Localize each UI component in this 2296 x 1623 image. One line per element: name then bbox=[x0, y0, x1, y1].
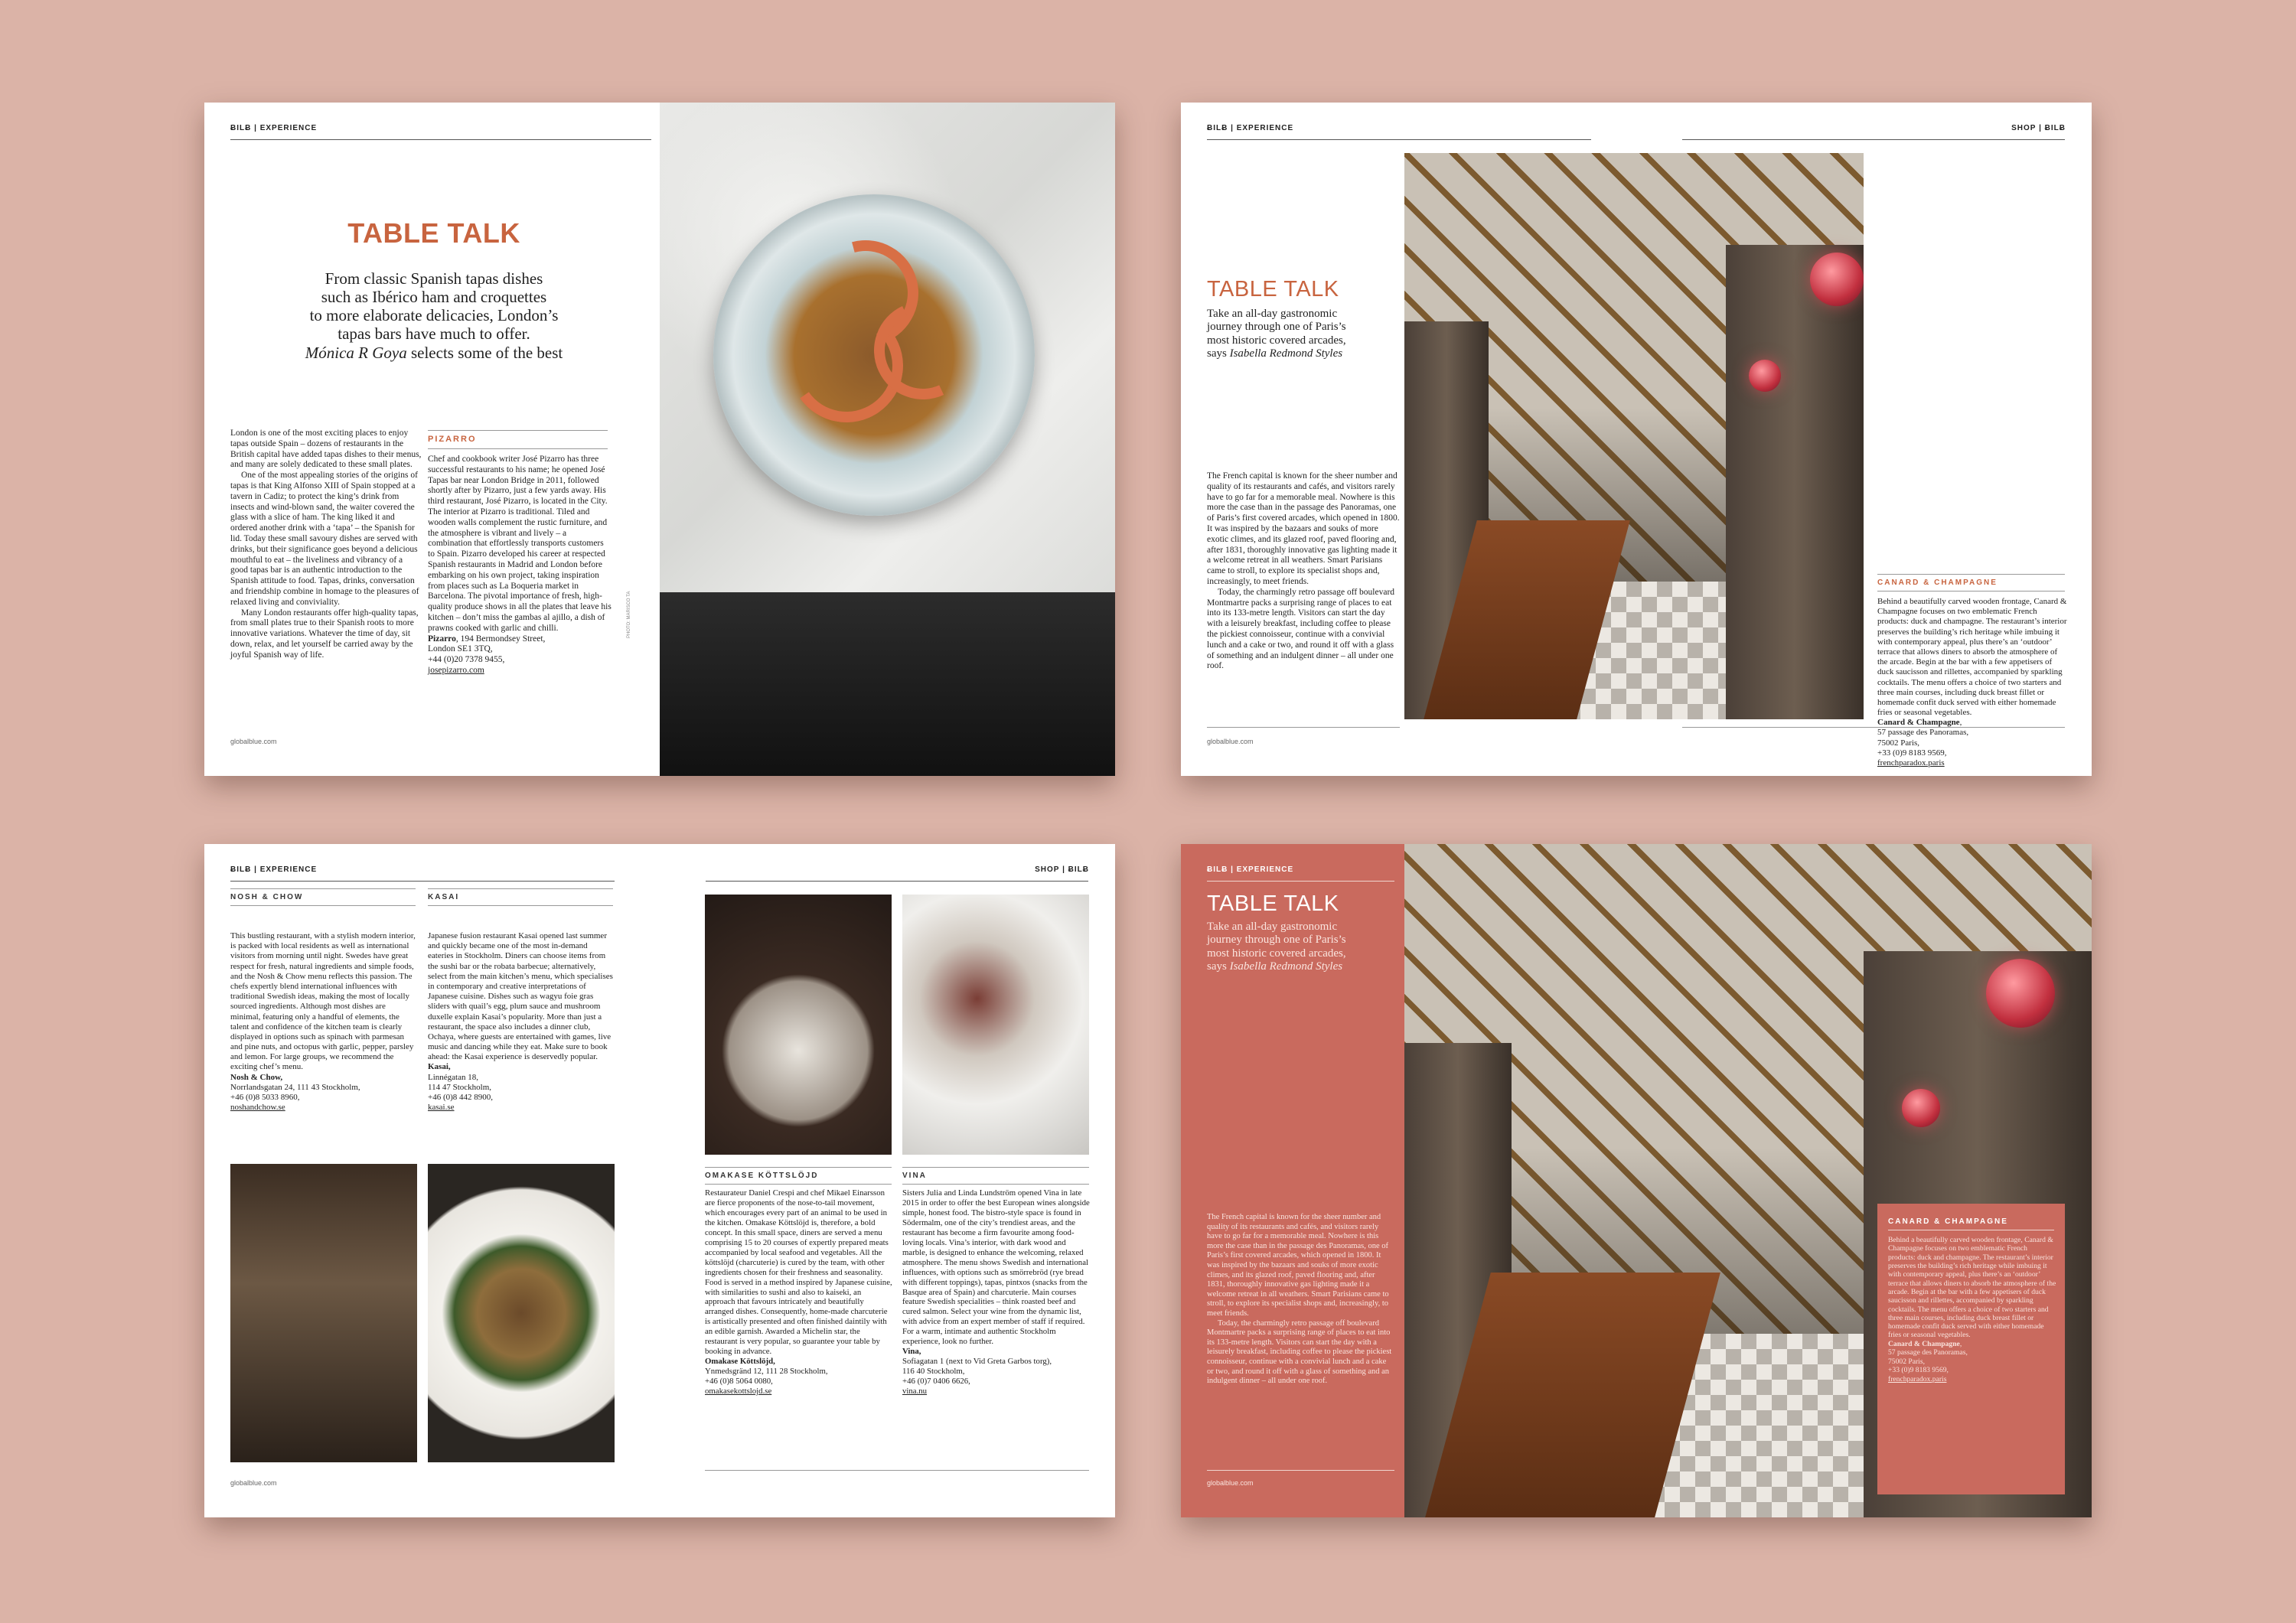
paragraph: Many London restaurants offer high-quality tapas, from small plates true to their Spanish roots to more innovative variations. Whatever the time of day, sit down, relax, and let yourself be carried away by the joyful Spanish way of life. bbox=[230, 608, 419, 660]
address-line: 75002 Paris, bbox=[1888, 1357, 1925, 1366]
byline-author: Isabella Redmond Styles bbox=[1229, 960, 1343, 973]
article-title: TABLE TALK bbox=[347, 217, 520, 249]
dek-line: Take an all-day gastronomic bbox=[1207, 308, 1338, 320]
paragraph: The French capital is known for the sheer number and quality of its restaurants and cafés, and visitors rarely have to go far for a memorable meal. Nowhere is this more the case than in the passage des Panoramas, one of Paris’s first covered arcades, which opened in 1800. It was inspired by the bazaars and souks of more exotic climes, and its glazed roof, paved flooring and, after 1831, thoroughly innovative gas lighting made it a welcome retreat in all weathers. Smart Parisians came to stroll, to explore its specialist shops and, increasingly, to meet friends. bbox=[1207, 471, 1400, 586]
header-rule bbox=[1682, 139, 2065, 140]
magazine-logo: ɃILɃ bbox=[2044, 124, 2066, 132]
header-rule bbox=[230, 139, 651, 140]
magazine-logo: ɃILɃ bbox=[230, 124, 252, 132]
section-heading: NOSH & CHOW bbox=[230, 893, 304, 901]
wall-image bbox=[1726, 245, 1864, 719]
byline bbox=[1207, 960, 1398, 973]
sidebar-panel bbox=[1877, 1204, 2065, 1494]
page-header: ɃILɃ | EXPERIENCE bbox=[1207, 124, 1294, 132]
venue-phone: +33 (0)9 8183 9569, bbox=[1888, 1366, 1949, 1375]
page-header-right: SHOP | ɃILɃ bbox=[1035, 865, 1089, 874]
header-rule bbox=[1207, 881, 1394, 882]
section-heading: PIZARRO bbox=[428, 435, 477, 444]
header-rule bbox=[230, 881, 615, 882]
section-rule bbox=[705, 1184, 892, 1185]
venue-name: Canard & Champagne bbox=[1888, 1339, 1960, 1348]
paragraph: One of the most appealing stories of the origins of tapas is that King Alfonso XIII of Spain stopped at a tavern in Cadiz; to protect the king’s drink from insects and wind-blown sand, the waiter covered the glass with a slice of ham. The king liked it and ordered another drink with a ‘tapa’ – the Spanish for lid. Today these small savoury dishes are served with drinks, but their significance goes beyond a delicious mouthful to eat – the liveliness and vibrancy of a good tapas bar is an authentic introduction to the Spanish attitude to food. Tapas, drinks, conversation and friendship combine in homage to the pleasures of relaxed living and conviviality. bbox=[230, 471, 419, 607]
byline-author: Isabella Redmond Styles bbox=[1229, 347, 1343, 360]
magazine-logo: ɃILɃ bbox=[1207, 124, 1228, 132]
dek-line: most historic covered arcades, bbox=[1207, 947, 1346, 960]
body-column bbox=[705, 1188, 893, 1396]
page-header: ɃILɃ | EXPERIENCE bbox=[230, 865, 318, 874]
dek-line: to more elaborate delicacies, London’s bbox=[309, 306, 559, 325]
address-line: Linnégatan 18, bbox=[428, 1072, 478, 1082]
body-column-1 bbox=[1207, 1213, 1394, 1387]
address-line: Norrlandsgatan 24, 111 43 Stockholm, bbox=[230, 1082, 360, 1092]
magazine-logo: ɃILɃ bbox=[230, 865, 252, 874]
paragraph: Today, the charmingly retro passage off boulevard Montmartre packs a surprising range of places to eat into its 133-metre length. Visitors can start the day with a leisurely breakfast, including coffee to please the pickiest connoisseur, continue with a convivial lunch and a cake or two, and round it off with a glass of something and an indulgent dinner – all under one roof. bbox=[1207, 1318, 1392, 1386]
address-line: , 194 Bermondsey Street, bbox=[455, 634, 546, 644]
paragraph: Sisters Julia and Linda Lundström opened Vina in late 2015 in order to offer the best European wines alongside simple, honest food. The bistro-style space is found in Södermalm, one of the city’s trendiest areas, and the restaurant has become a firm favourite among food-loving locals. Vina’s interior, with dark wood and marble, is designed to enhance the welcoming, relaxed atmosphere. The menu shows Swedish and international influences, with options such as smörrebröd (rye bread with different toppings), tapas, pintxos (snacks from the Basque area of Spain) and charcuterie. Main courses feature Swedish specialities – think roasted beef and cured salmon. Select your wine from the dynamic list, with advice from an expert member of staff if required. For a warm, intimate and authentic Stockholm experience, look no further. bbox=[902, 1188, 1090, 1347]
footer-url: globalblue.com bbox=[1207, 1479, 1254, 1487]
venue-phone: +46 (0)8 5033 8960, bbox=[230, 1093, 300, 1102]
venue-link[interactable]: omakasekottslojd.se bbox=[705, 1387, 772, 1396]
article-dek bbox=[1207, 921, 1398, 973]
byline-prefix: says bbox=[1207, 347, 1230, 360]
paragraph: Behind a beautifully carved wooden frontage, Canard & Champagne focuses on two emblematic French products: duck and champagne. The restaurant’s interior preserves the building’s rich heritage while imbuing it with contemporary appeal, plus there’s an ‘outdoor’ terrace that allows diners to absorb the atmosphere of the arcade. Begin at the bar with a few appetisers of duck saucisson and rillettes, accompanied by sparkling cocktails. The menu offers a choice of two starters and three main courses, including duck breast fillet or homemade confit duck served with either homemade fries or seasonal vegetables. bbox=[1877, 597, 2067, 718]
venue-address bbox=[230, 1073, 417, 1113]
venue-phone: +46 (0)8 5064 0080, bbox=[705, 1377, 773, 1387]
body-column-2 bbox=[428, 455, 612, 676]
venue-link[interactable]: frenchparadox.paris bbox=[1877, 758, 1945, 768]
byline-author: Mónica R Goya bbox=[305, 343, 407, 362]
section-heading: OMAKASE KÖTTSLÖJD bbox=[705, 1172, 819, 1180]
address-line: 116 40 Stockholm, bbox=[902, 1367, 965, 1377]
section-label: EXPERIENCE bbox=[1236, 124, 1294, 132]
venue-phone: +46 (0)8 442 8900, bbox=[428, 1093, 494, 1102]
section-rule bbox=[428, 448, 608, 449]
venue-link[interactable]: josepizarro.com bbox=[428, 665, 484, 675]
header-rule bbox=[706, 881, 1088, 882]
byline-rest: selects some of the best bbox=[406, 343, 563, 362]
dek-line: Take an all-day gastronomic bbox=[1207, 921, 1338, 933]
venue-link[interactable]: frenchparadox.paris bbox=[1888, 1374, 1947, 1383]
footer-rule bbox=[1207, 1470, 1394, 1471]
page-header: ɃILɃ | EXPERIENCE bbox=[1207, 865, 1294, 874]
section-rule bbox=[230, 905, 416, 906]
magazine-logo: ɃILɃ bbox=[1068, 865, 1089, 874]
body-column bbox=[902, 1188, 1091, 1396]
venue-phone: +44 (0)20 7378 9455, bbox=[428, 655, 505, 665]
pendant-lamp-image bbox=[1810, 253, 1864, 306]
article-dek bbox=[204, 269, 664, 362]
venue-name: Nosh & Chow, bbox=[230, 1072, 283, 1082]
section-rule bbox=[705, 1167, 892, 1168]
omakase-dish-photo bbox=[705, 895, 892, 1155]
tapas-dish-photo bbox=[660, 103, 1115, 776]
section-rule bbox=[902, 1167, 1089, 1168]
venue-name: Pizarro bbox=[428, 634, 456, 644]
body-column-1 bbox=[1207, 471, 1400, 672]
dek-line: such as Ibérico ham and croquettes bbox=[321, 288, 547, 307]
vina-dish-photo bbox=[902, 895, 1089, 1155]
section-heading: CANARD & CHAMPAGNE bbox=[1877, 578, 1998, 587]
section-label-right: SHOP bbox=[2011, 124, 2037, 132]
chair-image bbox=[660, 592, 1115, 776]
venue-address bbox=[902, 1347, 1091, 1396]
pendant-lamp-image bbox=[1749, 360, 1781, 392]
venue-phone: +46 (0)7 0406 6626, bbox=[902, 1377, 970, 1387]
section-rule bbox=[428, 905, 613, 906]
venue-address bbox=[705, 1357, 893, 1396]
address-line: Sofiagatan 1 (next to Vid Greta Garbos torg), bbox=[902, 1357, 1052, 1367]
photo-credit: PHOTO: MARISCO TA bbox=[627, 591, 631, 638]
paragraph: Behind a beautifully carved wooden frontage, Canard & Champagne focuses on two emblematic French products: duck and champagne. The restaurant’s interior preserves the building’s rich heritage while imbuing it with contemporary appeal, plus there’s an ‘outdoor’ terrace that allows diners to absorb the atmosphere of the arcade. Begin at the bar with a few appetisers of duck saucisson and rillettes, accompanied by sparkling cocktails. The menu offers a choice of two starters and three main courses, including duck breast fillet or homemade confit duck served with either homemade fries or seasonal vegetables. bbox=[1888, 1236, 2056, 1340]
address-line: Ynmedsgränd 12, 111 28 Stockholm, bbox=[705, 1367, 828, 1377]
section-rule bbox=[230, 888, 416, 889]
spread-table-talk-paris-pink bbox=[1181, 844, 2092, 1517]
magazine-logo: ɃILɃ bbox=[1207, 865, 1228, 874]
body-column bbox=[230, 931, 417, 1113]
footer-url: globalblue.com bbox=[1207, 738, 1254, 745]
paragraph: The French capital is known for the sheer number and quality of its restaurants and cafés, and visitors rarely have to go far for a memorable meal. Nowhere is this more the case than in the passage des Panoramas, one of Paris’s first covered arcades, which opened in 1800. It was inspired by the bazaars and souks of more exotic climes, and its glazed roof, paved flooring and, after 1831, thoroughly innovative gas lighting made it a welcome retreat in all weathers. Smart Parisians came to stroll, to explore its specialist shops and, increasingly, to meet friends. bbox=[1207, 1213, 1389, 1318]
paragraph: Chef and cookbook writer José Pizarro has three successful restaurants to his name; he opened José Tapas bar near London Bridge in 2011, followed shortly after by Pizarro, just a few yards away. His third restaurant, José Pizarro, is located in the City. The interior at Pizarro is traditional. Tiled and wooden walls complement the rustic furniture, and the atmosphere is vibrant and lively – a combination that effortlessly transports customers to Spain. Pizarro developed his career at respected Spanish restaurants in Madrid and London before embarking on his own project, taking inspiration from places such as La Boqueria market in Barcelona. The pivotal importance of fresh, high-quality produce shows in all the plates that leave his kitchen – don’t miss the gambas al ajillo, a dish of prawns cooked with garlic and chilli. bbox=[428, 455, 612, 633]
article-dek bbox=[1207, 308, 1406, 360]
address-line: London SE1 3TQ, bbox=[428, 644, 493, 654]
venue-address: Canard & Champagne, 57 passage des Panoramas, 75002 Paris, +33 (0)9 8183 9569, frenchparadox.paris bbox=[1888, 1339, 1968, 1383]
section-label: EXPERIENCE bbox=[1236, 865, 1294, 874]
section-heading: KASAI bbox=[428, 893, 460, 901]
section-label-right: SHOP bbox=[1035, 865, 1060, 874]
spread-stockholm-restaurants bbox=[204, 844, 1115, 1517]
venue-address bbox=[428, 1062, 615, 1113]
venue-address bbox=[428, 634, 612, 676]
footer-rule bbox=[1682, 727, 2065, 728]
dek-line: journey through one of Paris’s bbox=[1207, 934, 1346, 947]
spread-table-talk-paris bbox=[1181, 103, 2092, 776]
footer-url: globalblue.com bbox=[230, 1479, 277, 1487]
dek-line: From classic Spanish tapas dishes bbox=[325, 269, 543, 288]
body-column bbox=[428, 931, 615, 1113]
pendant-lamp-image bbox=[1902, 1089, 1940, 1127]
nosh-and-chow-interior-photo bbox=[230, 1164, 417, 1462]
footer-url: globalblue.com bbox=[230, 738, 277, 745]
paragraph: This bustling restaurant, with a stylish modern interior, is packed with local residents as well as international visitors from morning until night. Swedes have great respect for fresh, natural ingredients and simple foods, and the Nosh & Chow menu reflects this passion. The chefs expertly blend international influences with traditional Swedish ideas, making the most of locally sourced ingredients. Although most dishes are minimal, featuring only a handful of elements, the talent and confidence of the kitchen team is clearly displayed in options such as spinach with parmesan and pine nuts, and octopus with garlic, pepper, parsley and lemon. For large groups, we recommend the exciting chef’s menu. bbox=[230, 931, 416, 1072]
byline-prefix: says bbox=[1207, 960, 1230, 973]
kasai-dish-photo bbox=[428, 1164, 615, 1462]
dek-line: most historic covered arcades, bbox=[1207, 334, 1346, 347]
arcade-restaurant-photo bbox=[1404, 153, 1864, 719]
section-rule bbox=[1877, 574, 2065, 575]
section-rule bbox=[428, 888, 613, 889]
paragraph: Restaurateur Daniel Crespi and chef Mikael Einarsson are fierce proponents of the nose-to-tail movement, which encourages every part of an animal to be used in the kitchen. Omakase Köttslöjd is, therefore, a bold concept. In this small space, diners are served a menu comprising 15 to 20 courses of expertly prepared meats accompanied by local seafood and vegetables. All the köttslöjd (charcuterie) is cured by the team, with other ingredients chosen for their freshness and seasonality. Food is served in a method inspired by Japanese cuisine, with similarities to sushi and also to kaiseki, an approach that favours intricately and beautifully arranged dishes. Consequently, home-made charcuterie is artistically presented and often finished daintily with an edible garnish. Awarded a Michelin star, the restaurant is very popular, so guarantee your table by booking in advance. bbox=[705, 1188, 892, 1357]
address-line: 114 47 Stockholm, bbox=[428, 1082, 492, 1092]
venue-name: Kasai, bbox=[428, 1062, 451, 1072]
body-column-1 bbox=[230, 429, 422, 661]
paragraph: London is one of the most exciting places to enjoy tapas outside Spain – dozens of restaurants in the British capital have added tapas dishes to their menus, and many are solely dedicated to these small plates. bbox=[230, 429, 422, 470]
pendant-lamp-image bbox=[1986, 959, 2055, 1028]
venue-link[interactable]: kasai.se bbox=[428, 1103, 455, 1113]
page-header: ɃILɃ | EXPERIENCE bbox=[230, 124, 318, 132]
body-column-2 bbox=[1877, 597, 2067, 768]
venue-name: Omakase Köttslöjd, bbox=[705, 1357, 775, 1367]
section-heading: CANARD & CHAMPAGNE bbox=[1888, 1217, 2008, 1226]
venue-link[interactable]: noshandchow.se bbox=[230, 1103, 285, 1113]
footer-rule bbox=[1207, 727, 1400, 728]
spread-table-talk-london bbox=[204, 103, 1115, 776]
section-rule bbox=[902, 1184, 1089, 1185]
footer-rule bbox=[705, 1470, 1089, 1471]
venue-name: Vina, bbox=[902, 1347, 921, 1357]
paragraph: Japanese fusion restaurant Kasai opened last summer and quickly became one of the most in-demand eateries in Stockholm. Diners can choose items from the sushi bar or the robata barbecue; alternatively, select from the main kitchen’s menu, which specialises in contemporary and creative interpretations of Japanese cuisine. Dishes such as wagyu foie gras sliders with quail’s egg, plum sauce and mushroom duxelle explain Kasai’s popularity. More than just a restaurant, the space also includes a dinner club, Ochaya, where guests are entertained with games, live music and dancing while they eat. Make sure to book ahead: the Kasai experience is deservedly popular. bbox=[428, 931, 613, 1062]
venue-link[interactable]: vina.nu bbox=[902, 1387, 928, 1396]
section-heading: VINA bbox=[902, 1172, 927, 1180]
section-label: EXPERIENCE bbox=[259, 865, 318, 874]
byline bbox=[1207, 347, 1406, 360]
venue-name: Canard & Champagne bbox=[1877, 718, 1960, 728]
article-title: TABLE TALK bbox=[1207, 891, 1339, 916]
venue-address: Canard & Champagne, 57 passage des Panoramas, 75002 Paris, +33 (0)9 8183 9569, frenchparadox.paris bbox=[1877, 718, 1969, 768]
body-column-2 bbox=[1888, 1236, 2056, 1383]
section-rule bbox=[428, 430, 608, 431]
byline bbox=[204, 344, 664, 362]
paragraph: Today, the charmingly retro passage off boulevard Montmartre packs a surprising range of places to eat into its 133-metre length. Visitors can start the day with a leisurely breakfast, including coffee to please the pickiest connoisseur, continue with a convivial lunch and a cake or two, and round it off with a glass of something and an indulgent dinner – all under one roof. bbox=[1207, 587, 1395, 671]
dek-line: journey through one of Paris’s bbox=[1207, 321, 1346, 334]
address-line: 57 passage des Panoramas, bbox=[1888, 1348, 1968, 1357]
venue-phone: +33 (0)9 8183 9569, bbox=[1877, 748, 1947, 758]
section-rule bbox=[1877, 591, 2065, 592]
page-header-right: SHOP | ɃILɃ bbox=[2011, 124, 2066, 132]
article-title: TABLE TALK bbox=[1207, 277, 1339, 301]
address-line: 75002 Paris, bbox=[1877, 738, 1919, 748]
section-label: EXPERIENCE bbox=[259, 124, 318, 132]
header-rule bbox=[1207, 139, 1591, 140]
address-line: 57 passage des Panoramas, bbox=[1877, 728, 1969, 738]
dek-line: tapas bars have much to offer. bbox=[338, 324, 530, 344]
